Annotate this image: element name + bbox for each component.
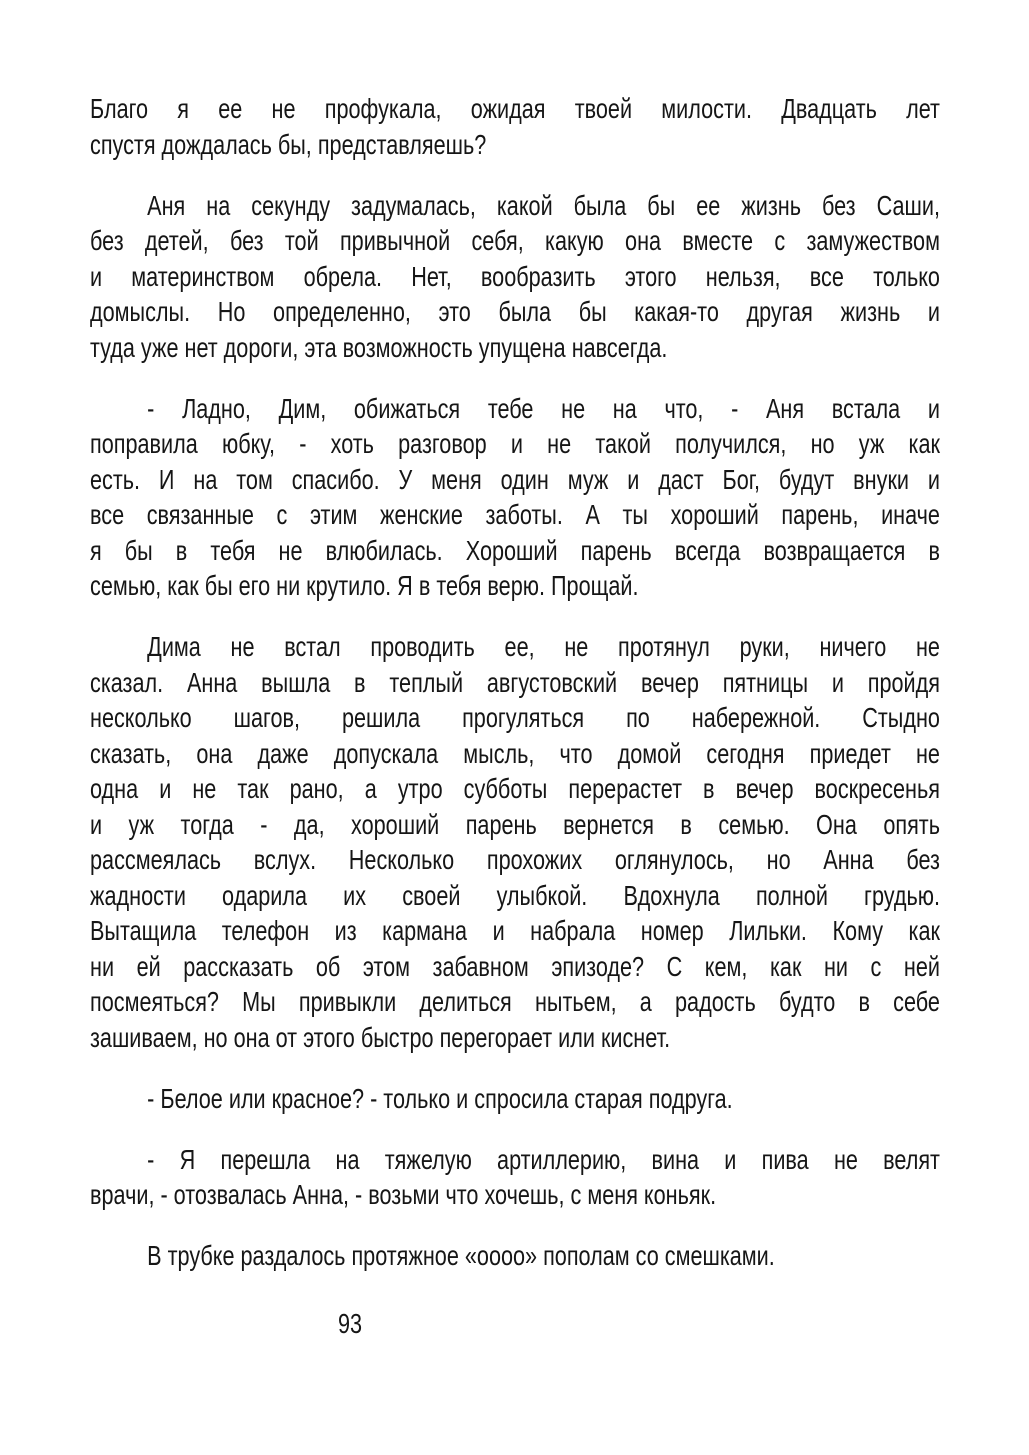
paragraph	[90, 1238, 940, 1274]
text-line: врачи, - отозвалась Анна, - возьми что хочешь, с меня коньяк.	[90, 1179, 717, 1210]
text-line: сказать, она даже допускала мысль, что домой сегодня приедет не	[90, 737, 940, 769]
text-line: и уж тогда - да, хороший парень вернется в семью. Она опять	[90, 808, 940, 840]
text-line: сказал. Анна вышла в теплый августовский вечер пятницы и пройдя	[90, 666, 940, 698]
text-line: все связанные с этим женские заботы. А ты хороший парень, иначе	[90, 499, 940, 530]
paragraph	[90, 188, 940, 366]
text-line: ни ей рассказать об этом забавном эпизоде? С кем, как ни с ней	[90, 950, 940, 982]
text-line: Дима не встал проводить ее, не протянул руки, ничего не	[147, 631, 940, 662]
text-line: и материнством обрела. Нет, вообразить этого нельзя, все только	[90, 260, 940, 292]
paragraph	[90, 91, 940, 162]
page-text	[90, 91, 940, 1274]
paragraph	[90, 1081, 940, 1117]
text-line: домыслы. Но определенно, это была бы какая-то другая жизнь и	[90, 296, 940, 327]
text-line: я бы в тебя не влюбилась. Хороший парень всегда возвращается в	[90, 534, 940, 566]
text-line: Благо я ее не профукала, ожидая твоей милости. Двадцать лет	[90, 93, 940, 124]
text-line: жадности одарила их своей улыбкой. Вдохнула полной грудью.	[90, 879, 940, 911]
text-line: - Я перешла на тяжелую артиллерию, вина и пива не велят	[147, 1143, 940, 1175]
paragraph	[90, 1142, 940, 1213]
text-line: есть. И на том спасибо. У меня один муж и даст Бог, будут внуки и	[90, 463, 940, 495]
text-line: одна и не так рано, а утро субботы перерастет в вечер воскресенья	[90, 773, 940, 804]
text-line: Аня на секунду задумалась, какой была бы ее жизнь без Саши,	[147, 189, 940, 221]
text-line: - Белое или красное? - только и спросила старая подруга.	[147, 1082, 733, 1114]
text-line: В трубке раздалось протяжное «оооо» пополам со смешками.	[147, 1240, 775, 1271]
text-line: - Ладно, Дим, обижаться тебе не на что, - Аня встала и	[147, 392, 940, 424]
text-line: спустя дождалась бы, представляешь?	[90, 128, 487, 160]
text-line: несколько шагов, решила прогуляться по набережной. Стыдно	[90, 702, 940, 733]
paragraph	[90, 391, 940, 604]
text-line: Вытащила телефон из кармана и набрала номер Лильки. Кому как	[90, 915, 940, 946]
text-line: рассмеялась вслух. Несколько прохожих оглянулось, но Анна без	[90, 844, 940, 875]
text-line: туда уже нет дороги, эта возможность упущена навсегда.	[90, 331, 668, 363]
text-line: поправила юбку, - хоть разговор и не такой получился, но уж как	[90, 428, 940, 459]
text-line: семью, как бы его ни крутило. Я в тебя верю. Прощай.	[90, 570, 639, 601]
text-line: зашиваем, но она от этого быстро перегорает или киснет.	[90, 1021, 671, 1053]
text-line: без детей, без той привычной себя, какую она вместе с замужеством	[90, 225, 940, 256]
text-line: посмеяться? Мы привыкли делиться нытьем, а радость будто в себе	[90, 986, 940, 1017]
page-number: 93	[338, 1308, 363, 1339]
paragraph	[90, 629, 940, 1055]
